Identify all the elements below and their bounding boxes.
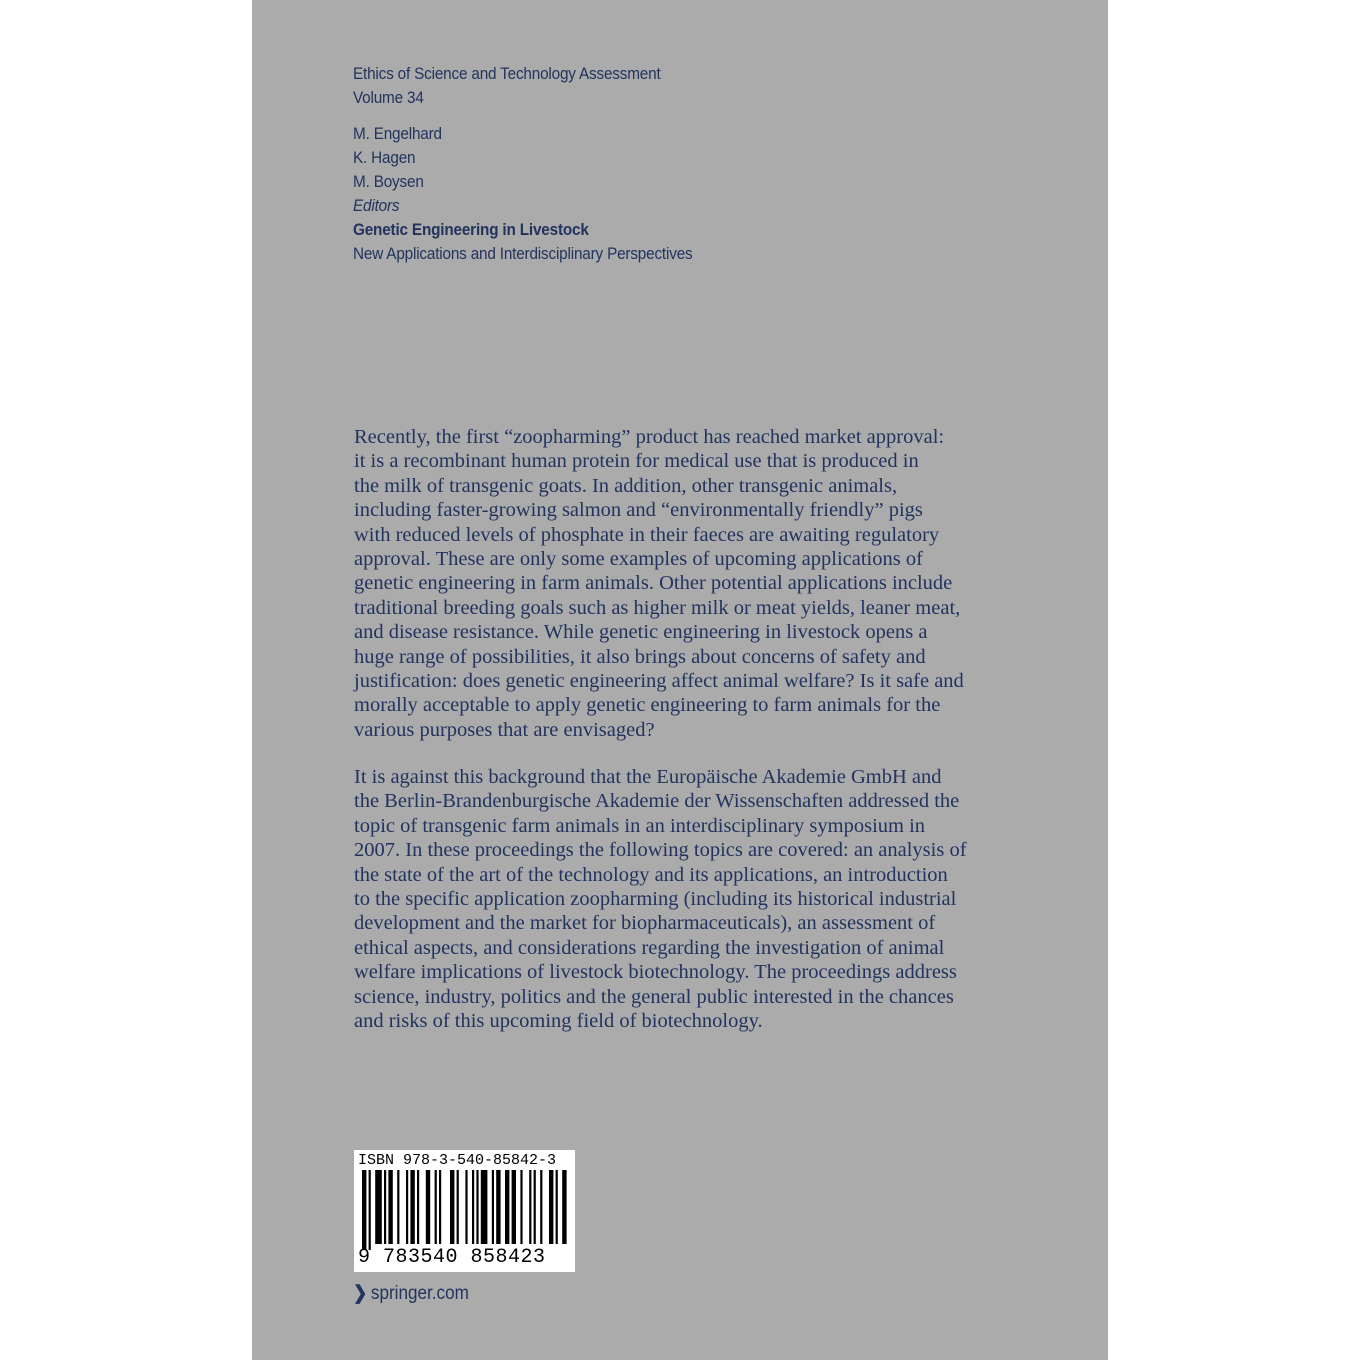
barcode-bar bbox=[540, 1170, 542, 1244]
blurb-line: science, industry, politics and the general public interested in the chances bbox=[354, 985, 954, 1008]
barcode-bar bbox=[520, 1170, 522, 1244]
editor-name: M. Engelhard bbox=[353, 124, 442, 143]
blurb-line: huge range of possibilities, it also brings about concerns of safety and bbox=[354, 645, 926, 668]
blurb-line: topic of transgenic farm animals in an interdisciplinary symposium in bbox=[354, 814, 926, 837]
barcode-bar bbox=[465, 1170, 467, 1244]
barcode-bars bbox=[362, 1170, 568, 1250]
barcode-bar bbox=[397, 1170, 399, 1244]
barcode-bar bbox=[375, 1170, 382, 1244]
barcode-bar bbox=[512, 1170, 516, 1244]
cover-header bbox=[353, 62, 692, 266]
barcode-bar bbox=[435, 1170, 437, 1244]
blurb-paragraph-1 bbox=[354, 425, 1014, 742]
barcode-bar bbox=[388, 1170, 392, 1244]
isbn-label: ISBN 978-3-540-85842-3 bbox=[358, 1152, 557, 1169]
barcode-digits: 9 783540 858423 bbox=[358, 1246, 546, 1269]
editor-name: K. Hagen bbox=[353, 148, 416, 167]
editor-name: M. Boysen bbox=[353, 172, 424, 191]
volume-number: Volume 34 bbox=[353, 88, 424, 107]
publisher-website: springer.com bbox=[370, 1283, 469, 1304]
blurb-line: and risks of this upcoming field of biotechnology. bbox=[354, 1010, 763, 1033]
blurb-line: It is against this background that the Europäische Akademie GmbH and bbox=[354, 766, 942, 788]
blurb-line: Recently, the first “zoopharming” product has reached market approval: bbox=[354, 426, 945, 448]
blurb-line: 2007. In these proceedings the following topics are covered: an analysis of bbox=[354, 839, 967, 862]
book-subtitle: New Applications and Interdisciplinary Perspectives bbox=[353, 244, 693, 263]
blurb-line: welfare implications of livestock biotechnology. The proceedings address bbox=[354, 961, 957, 984]
barcode-bar bbox=[529, 1170, 531, 1244]
blurb-line: development and the market for biopharmaceuticals), an assessment of bbox=[354, 912, 936, 935]
isbn-barcode bbox=[354, 1150, 575, 1272]
barcode-bar bbox=[549, 1170, 553, 1244]
blurb-line: justification: does genetic engineering affect animal welfare? Is it safe and bbox=[354, 670, 964, 693]
blurb-line: the Berlin-Brandenburgische Akademie der Wissenschaften addressed the bbox=[354, 790, 960, 813]
blurb-line: ethical aspects, and considerations regarding the investigation of animal bbox=[354, 936, 945, 959]
barcode-bar bbox=[457, 1170, 459, 1244]
barcode-bar bbox=[362, 1170, 366, 1250]
blurb-paragraph-2 bbox=[354, 765, 1014, 1033]
blurb-line: to the specific application zoopharming (including its historical industrial bbox=[354, 888, 957, 911]
barcode-bar bbox=[369, 1170, 371, 1250]
chevron-right-icon: ❯ bbox=[353, 1283, 368, 1304]
series-title: Ethics of Science and Technology Assessment bbox=[353, 64, 661, 83]
blurb-line: the state of the art of the technology and its applications, an introduction bbox=[354, 863, 948, 886]
book-title: Genetic Engineering in Livestock bbox=[353, 220, 589, 239]
blurb-line: various purposes that are envisaged? bbox=[354, 718, 655, 741]
barcode-bar bbox=[406, 1170, 408, 1244]
blurb-line: and disease resistance. While genetic engineering in livestock opens a bbox=[354, 621, 928, 644]
barcode-bar bbox=[556, 1170, 558, 1244]
blurb-line: approval. These are only some examples of upcoming applications of bbox=[354, 548, 923, 571]
blurb-line: it is a recombinant human protein for medical use that is produced in bbox=[354, 450, 919, 473]
barcode-bar bbox=[426, 1170, 430, 1244]
barcode-bar bbox=[472, 1170, 474, 1244]
blurb-line: with reduced levels of phosphate in their faeces are awaiting regulatory bbox=[354, 523, 940, 546]
blurb-line: genetic engineering in farm animals. Other potential applications include bbox=[354, 572, 953, 595]
publisher-link[interactable] bbox=[353, 1282, 469, 1306]
barcode-bar bbox=[384, 1170, 386, 1244]
blurb-line: traditional breeding goals such as higher milk or meat yields, leaner meat, bbox=[354, 596, 961, 619]
barcode-bar bbox=[496, 1170, 500, 1244]
blurb-line: including faster-growing salmon and “environmentally friendly” pigs bbox=[354, 499, 923, 522]
barcode-bar bbox=[562, 1170, 566, 1244]
barcode-bar bbox=[505, 1170, 509, 1244]
barcode-bar bbox=[534, 1170, 536, 1244]
barcode-bar bbox=[410, 1170, 414, 1244]
barcode-bar bbox=[417, 1170, 419, 1244]
blurb-line: the milk of transgenic goats. In addition, other transgenic animals, bbox=[354, 474, 898, 497]
editors-label: Editors bbox=[353, 196, 400, 215]
barcode-bar bbox=[439, 1170, 441, 1244]
barcode-bar bbox=[492, 1170, 494, 1244]
blurb-line: morally acceptable to apply genetic engineering to farm animals for the bbox=[354, 694, 941, 717]
barcode-bar bbox=[476, 1170, 478, 1244]
barcode-bar bbox=[450, 1170, 454, 1244]
barcode-bar bbox=[481, 1170, 488, 1244]
